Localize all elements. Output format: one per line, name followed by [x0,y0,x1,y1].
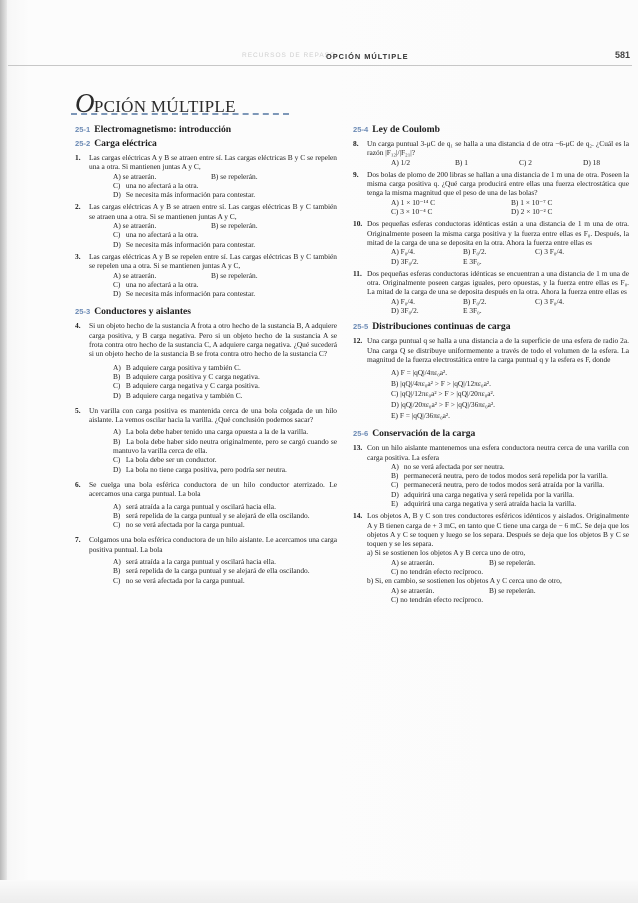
option: C) |qQ|/12πε₀a² > F > |qQ|/20πε₀a². [391,389,495,399]
option: A) se atraerán. [113,270,157,280]
option: C) B adquiere carga negativa y C carga positiva. [113,381,260,391]
sub-question-b: b) Si, en cambio, se sostienen los objetos A y C cerca uno de otro, A) se atraerán. B) se repelerán. C) no tendrán efecto recíproco. [367,576,629,604]
title-dashed-rule [71,113,289,115]
header-rule [8,65,632,66]
option: C) no se verá afectada por la carga puntual. [113,520,245,530]
option: C) permanecerá neutra, pero de todos modos será atraída por la varilla. [391,480,605,490]
option: E 3F₀. [463,306,482,316]
options [367,247,629,266]
option: B) se repelerán. [211,270,258,280]
page-number: 581 [614,50,630,60]
question-number: 8. [353,139,359,148]
section-heading [353,124,629,136]
option: B) se repelerán. [211,171,258,181]
question-text: Los objetos A, B y C son tres conductores esféricos idénticos y aislados. Originalmente A y B tienen carga de + 3 mC, en tanto que C tiene una carga de − 6 mC. Se deja que los objetos A y C se toquen y luego se los separa. Después se deja que los objetos B y C se toquen y se les separa. [367,511,629,549]
option: C) no se verá afectada por la carga puntual. [113,575,245,585]
option: D) B adquiere carga negativa y también C. [113,390,243,400]
question-14 [353,511,629,604]
right-column [353,122,629,604]
option: A) se atraerán. [113,171,157,181]
option: C) 3 F₀/4. [535,247,565,257]
chapter-title-rest: PCIÓN MÚLTIPLE [93,97,236,116]
book-spine-shadow [0,0,7,903]
question-13 [353,443,629,508]
option: D) 3F₀/2. [391,306,419,316]
question-text: Si un objeto hecho de la sustancia A frota a otro hecho de la sustancia B, A adquiere carga positiva, y B carga negativa. Pero si un objeto hecho de la sustancia A se frota contra otro hecho de la sustancia C, A adquiere carga negativa. ¿Qué sucederá si un objeto hecho de la sustancia B se frota contra otro hecho de la sustancia C? [89,321,337,359]
option: A) se atraerán. [113,221,157,231]
section-heading [75,124,337,136]
question-text: Las cargas eléctricas A y B se atraen entre sí. Las cargas eléctricas B y C se repelen una a otra. Si mantienen juntas A y C, [89,153,337,172]
section-title: Electromagnetismo: introducción [94,124,232,135]
option: B) 1 × 10⁻⁷ C [511,197,553,207]
options [89,363,337,400]
question-4 [75,321,337,399]
question-number: 12. [353,336,363,346]
option: E) F = |qQ|/36πε₀a². [391,410,450,420]
option: B) 1 [455,157,468,167]
option: D) Se necesita más información para contestar. [113,289,256,299]
option: C) no tendrán efecto recíproco. [391,567,484,577]
question-number: 10. [353,219,363,229]
options [367,558,629,577]
option: B) La bola debe haber sido neutra originalmente, pero se cargó cuando se mantuvo la varilla cerca de ella. [113,436,337,456]
section-heading [75,138,337,150]
option: A) no se verá afectada por ser neutra. [391,461,505,471]
question-text: Las cargas eléctricas A y B se repelen entre sí. Las cargas eléctricas B y C también se repelen una a otra. Si se mantienen juntas A y C, [89,251,337,271]
options [367,198,629,217]
question-number: 1. [75,153,81,162]
question-number: 2. [75,202,81,212]
sub-question-a: a) Si se sostienen los objetos A y B cerca uno de otro, A) se atraerán. B) se repelerán. C) no tendrán efecto recíproco. [367,548,629,576]
option: D) Se necesita más información para contestar. [113,190,256,200]
options [89,172,337,200]
option: C) 3 × 10⁻⁴ C [391,207,433,217]
question-text: Con un hilo aislante mantenemos una esfera conductora neutra cerca de una varilla con carga positiva. La esfera [367,443,629,462]
option: D) adquirirá una carga negativa y será repelida por la varilla. [391,489,575,499]
question-number: 5. [75,405,81,415]
section-heading [75,306,337,318]
option: D) Se necesita más información para contestar. [113,239,256,249]
option: D) 2 × 10⁻² C [511,207,553,217]
question-9 [353,170,629,216]
question-text: Dos pequeñas esferas conductoras idénticas se encuentran a una distancia de 1 m una de otra. Originalmente poseen cargas iguales, pero opuestas, y la fuerza entre ellas es F₀. La mitad de la carga de una se deposita después en la otra. Ahora la fuerza entre ellas es [367,268,629,297]
header-section-title: OPCIÓN MÚLTIPLE [326,52,409,61]
option: C) 2 [519,157,532,167]
section-number: 25-2 [75,139,91,148]
option: B) se repelerán. [489,585,536,595]
question-number: 11. [353,268,362,278]
option: A) B adquiere carga positiva y también C. [113,362,241,372]
options [367,462,629,508]
section-number: 25-3 [75,307,91,317]
option: A) 1 × 10⁻¹⁴ C [391,197,436,207]
options [367,368,629,421]
chapter-title-initial: O [75,88,95,118]
section-number: 25-5 [353,322,369,332]
section-heading [353,428,629,440]
options [89,221,337,249]
section-title: Conductores y aislantes [94,306,192,318]
option: A) La bola debe haber tenido una carga opuesta a la de la varilla. [113,427,309,437]
question-text: Dos bolas de plomo de 200 libras se hallan a una distancia de 1 m una de otra. Poseen la misma carga positiva q. ¿Qué carga producirá entre ellas una fuerza electrostática que tenga la misma magnitud que el peso de una de las bolas? [367,169,629,198]
question-12 [353,336,629,421]
question-number: 13. [353,443,363,453]
section-number: 25-4 [353,125,369,134]
question-number: 14. [353,511,363,521]
question-text: Un carga puntual 3-μC de q₁ se halla a una distancia d de otra −6-μC de q₂. ¿Cuál es la razón |F₁₂|/|F₂₁|? [367,139,629,158]
option: B) se repelerán. [211,221,258,231]
question-text: Dos pequeñas esferas conductoras idénticas están a una distancia de 1 m una de otra. Originalmente poseen la misma carga positiva y la fuerza entre ellas es F₀. Después, la mitad de la carga de una se deposita en la otra. Ahora la fuerza entre ellas es [367,219,629,247]
option: C) 3 F₀/4. [535,296,565,306]
header-ghost-text: RECURSOS DE REPASO [242,52,337,59]
question-text: Un varilla con carga positiva es mantenida cerca de una bola colgada de un hilo aislante. La vemos oscilar hacia la varilla. ¿Qué conclusión podemos sacar? [89,405,337,425]
question-10 [353,219,629,265]
option: A) F₀/4. [391,296,415,306]
option: B) F₀/2. [463,296,487,306]
question-5 [75,406,337,474]
section-number: 25-6 [353,429,369,439]
option: E) adquirirá una carga negativa y será atraída hacia la varilla. [391,498,577,508]
option: D) 3F₀/2. [391,256,419,266]
question-8 [353,139,629,167]
option: E 3F₀. [463,256,482,266]
option: A) F₀/4. [391,247,415,257]
option: D) 18 [583,157,601,167]
option: B) será repelida de la carga puntual y se alejará de ella oscilando. [113,510,310,520]
question-3 [75,252,337,298]
question-number: 3. [75,251,81,261]
option: B) permanecerá neutra, pero de todos modos será repelida por la varilla. [391,471,608,481]
option: D) La bola no tiene carga positiva, pero podría ser neutra. [113,464,287,474]
running-header [8,50,632,66]
option: A) F = |qQ|/4πε₀a². [391,368,448,378]
section-title: Conservación de la carga [372,428,476,440]
question-number: 4. [75,321,81,331]
question-6 [75,480,337,529]
question-number: 9. [353,169,359,179]
page-bottom-shadow [0,880,638,903]
options [367,586,629,605]
option: D) |qQ|/20πε₀a² > F > |qQ|/36πε₀a². [391,400,496,410]
left-column [75,122,337,585]
option: A) será atraída a la carga puntual y oscilará hacia ella. [113,556,276,566]
option: C) una no afectará a la otra. [113,230,199,240]
section-number: 25-1 [75,125,91,134]
option: B) |qQ|/4πε₀a² > F > |qQ|/12πε₀a². [391,378,491,388]
section-title: Distribuciones continuas de carga [372,321,511,333]
option: A) se atraerán. [391,557,435,567]
question-number: 7. [75,535,81,545]
option: B) será repelida de la carga puntual y se alejará de ella oscilando. [113,566,310,576]
question-7 [75,535,337,584]
option: C) una no afectará a la otra. [113,279,199,289]
option: C) La bola debe ser un conductor. [113,455,217,465]
question-text: Las cargas eléctricas A y B se atraen entre sí. Las cargas eléctricas B y C también se atraen una a otra. Si se mantienen juntas A y C, [89,202,337,221]
section-title: Carga eléctrica [94,138,157,149]
section-heading [353,321,629,333]
option: A) se atraerán. [391,585,435,595]
question-number: 6. [75,479,81,489]
question-text: Una carga puntual q se halla a una distancia a de la superficie de una esfera de radio 2a. Una carga Q se distribuye uniformemente a través de todo el volumen de la esfera. La magnitud de la fuerza electrostática entre la carga puntual q y la esfera es F, donde [367,336,629,364]
section-title: Ley de Coulomb [372,124,440,135]
question-text: Colgamos una bola esférica conductora de un hilo aislante. Le acercamos una carga positiva puntual. La bola [89,535,337,554]
option: C) una no afectará a la otra. [113,180,199,190]
option: B) B adquiere carga positiva y C carga negativa. [113,371,260,381]
options [367,158,629,167]
question-2 [75,202,337,248]
options [89,271,337,299]
question-1 [75,153,337,199]
option: C) no tendrán efecto recíproco. [391,594,484,604]
options [89,427,337,473]
options [367,297,629,316]
option: B) F₀/2. [463,247,487,257]
question-text: Se cuelga una bola esférica conductora de un hilo conductor aterrizado. Le acercamos una carga puntual. La bola [89,479,337,499]
option: A) será atraída a la carga puntual y oscilará hacia ella. [113,501,276,511]
options [89,557,337,585]
option: A) 1/2 [391,157,411,167]
option: B) se repelerán. [489,557,536,567]
options [89,502,337,530]
question-11 [353,269,629,315]
